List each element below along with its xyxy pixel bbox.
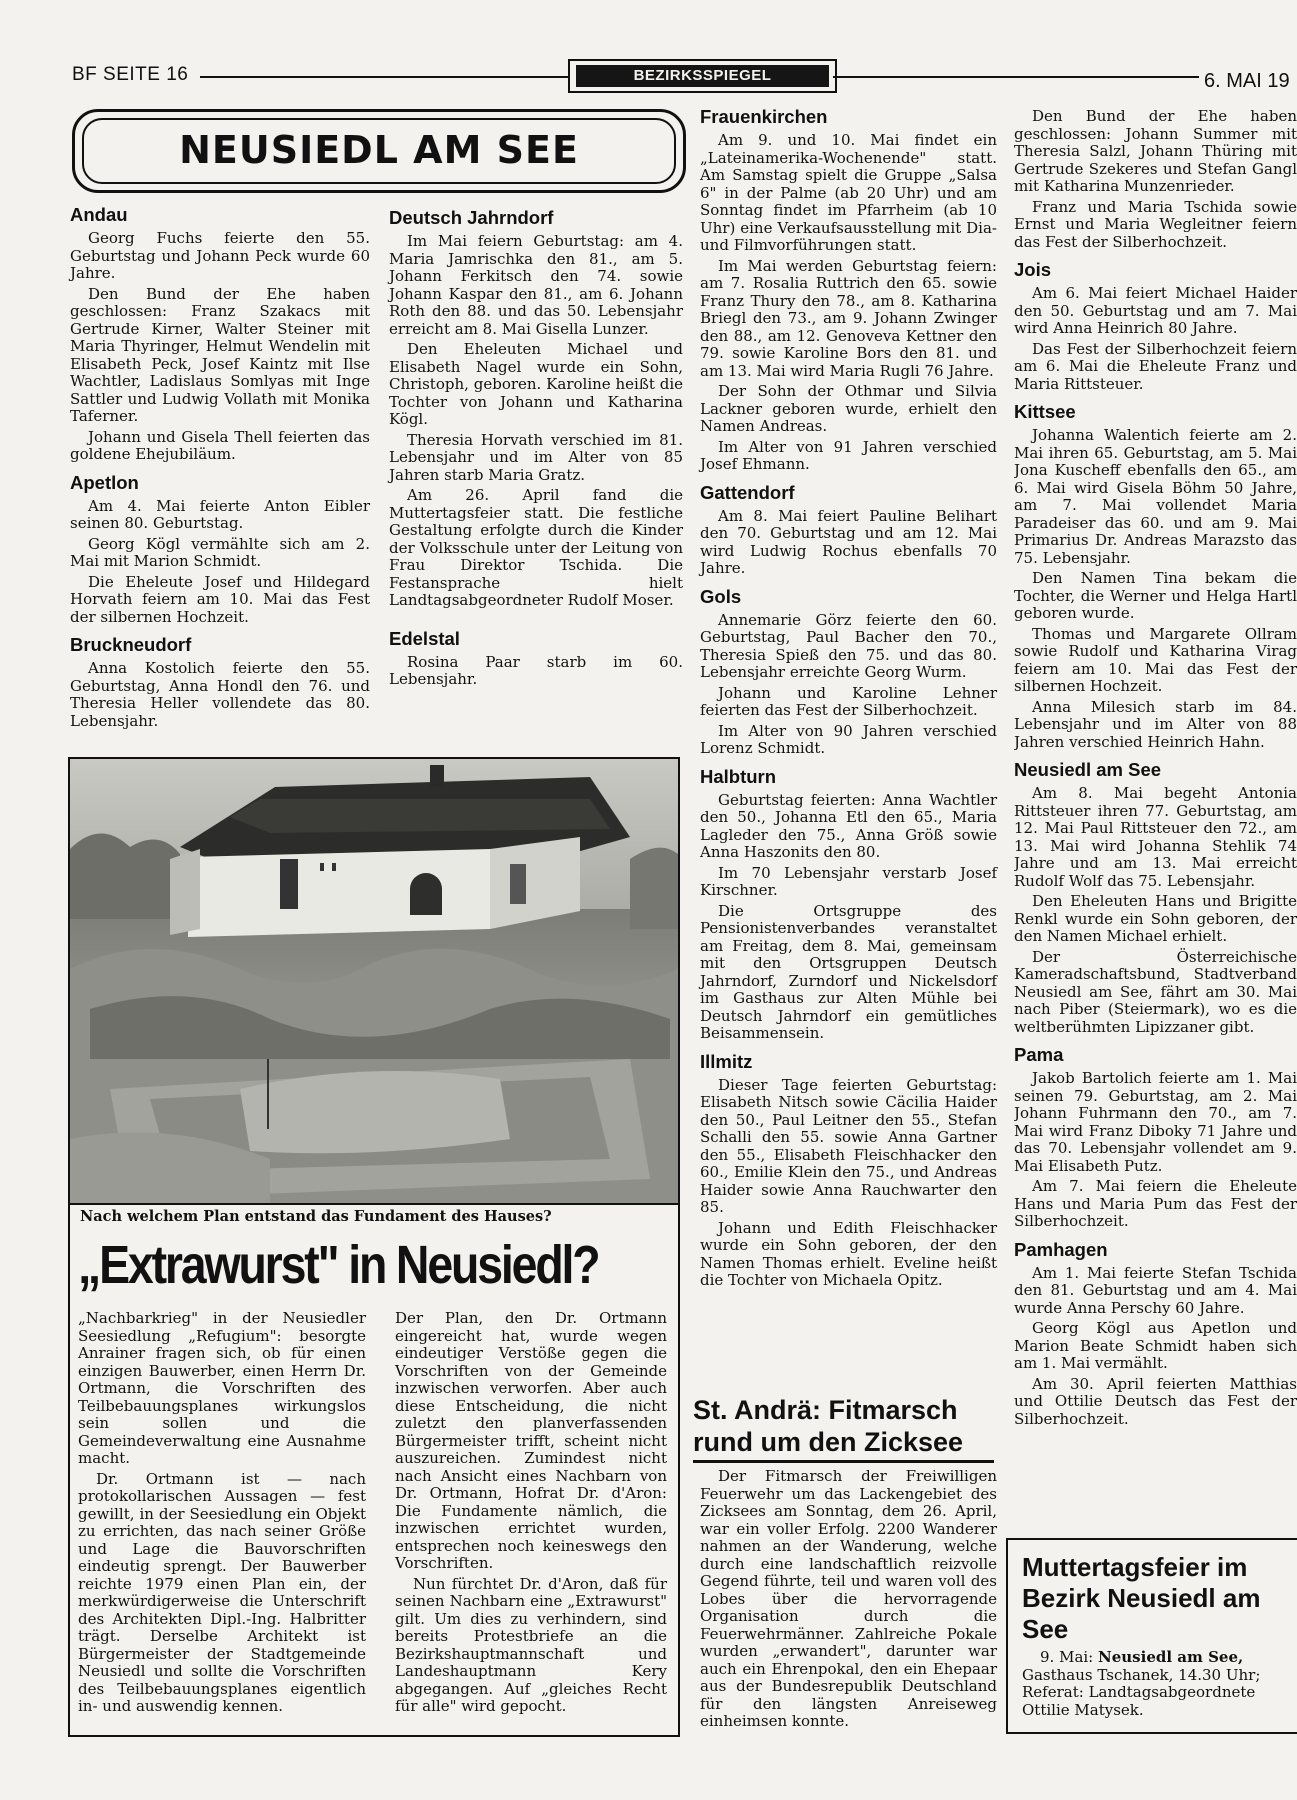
house-foundation-photo [68,757,680,1205]
muttertag-place: Neusiedl am See, [1098,1648,1244,1666]
kittsee-text-2: Den Namen Tina bekam die Tochter, die Werner und Helga Hartl geboren wurde. [1014,569,1297,622]
jois-text-2: Das Fest der Silberhochzeit feiern am 6. Mai die Eheleute Franz und Maria Rittsteuer. [1014,339,1297,393]
muttertag-headline: Muttertagsfeier im Bezirk Neusiedl am See [1022,1552,1261,1644]
article-column-2 [395,1310,667,1719]
fk-text-3: Der Sohn der Othmar und Silvia Lackner geboren wurde, erhielt den Namen Andreas. [700,382,997,435]
heading-pamhagen: Pamhagen [1014,1238,1108,1260]
article-column-1 [78,1310,366,1719]
heading-neusiedl: Neusiedl am See [1014,759,1162,780]
heading-gols: Gols [700,585,742,607]
neusiedl-text-3: Der Österreichische Kameradschaftsbund, Stadtverband Neusiedl am See, fährt am 30. Mai nach Piber (Steiermark), wo es die weltberühmten Lipizzaner gibt. [1014,947,1297,1036]
andau-text-2: Den Bund der Ehe haben geschlossen: Franz Szakacs mit Gertrude Kirner, Walter Steiner mit Maria Thyringer, Helmut Wendelin mit Elisabeth Peck, Josef Kaintz mit Ilse Wachtler, Ladislaus Somlyas mit Inge Sattler und Ludwig Vollath mit Monika Taferner. [70,284,370,425]
heading-illmitz: Illmitz [700,1050,753,1072]
column-4 [1014,108,1297,1528]
column-3 [700,106,997,1293]
fitmarsch-rule [693,1460,994,1463]
column-2 [389,199,683,692]
pamhagen-text-3: Am 30. April feierten Matthias und Ottilie Deutsch das Fest der Silberhochzeit. [1014,1374,1297,1428]
andau-text-3: Johann und Gisela Thell feierten das goldene Ehejubiläum. [70,427,370,463]
illmitz-text-2: Johann und Edith Fleischhacker wurde ein Sohn geboren, der den Namen Thomas erhielt. Eveline heißt die Tochter von Michaela Opitz. [700,1218,997,1289]
neusiedl-text-1: Am 8. Mai begeht Antonia Rittsteuer ihren 77. Geburtstag, am 12. Mai Paul Rittsteuer den 72., am 13. Mai wird Johanna Stehlik 74 Jahre und am 13. Mai erreicht Rudolf Wolf das 75. Lebensjahr. [1014,784,1297,890]
apetlon-text-2: Georg Kögl vermählte sich am 2. Mai mit Marion Schmidt. [70,534,370,570]
dj-text-2: Den Eheleuten Michael und Elisabeth Nagel wurde ein Sohn, Christoph, geboren. Karoline heißt die Tochter von Johann und Katharina Kögl. [389,340,683,428]
c4-top-text-1: Den Bund der Ehe haben geschlossen: Johann Summer mit Theresia Salzl, Johann Thüring mit Gertrude Szekeres und Stefan Gangl mit Katharina Munzenrieder. [1014,108,1297,195]
muttertag-details: Gasthaus Tschanek, 14.30 Uhr; Referat: Landtagsabgeordnete Ottilie Matysek. [1022,1665,1261,1719]
heading-edelstal: Edelstal [389,627,460,649]
gols-text-1: Annemarie Görz feierte den 60. Geburtstag, Paul Bacher den 70., Theresia Spieß den 75. und das 80. Lebensjahr erreichte Georg Wurm. [700,610,997,681]
section-banner [568,59,837,93]
fitmarsch-text: Der Fitmarsch der Freiwilligen Feuerwehr um das Lackengebiet des Zicksees am Sonntag, dem 26. April, war ein voller Erfolg. 2200 Wanderer nahmen an der Wanderung, welche durch eine landschaftlich reizvolle Gegend führte, teil und waren voll des Lobes über die hervorragende Organisation durch die Feuerwehrmänner. Zahlreiche Pokale wurden „erwandert", darunter war auch ein Ehrenpokal, den ein Ehepaar aus der Bundesrepublik Deutschland für den längsten Anreiseweg einheimsen konnte. [700,1467,997,1730]
fk-text-1: Am 9. und 10. Mai findet ein „Lateinamerika-Wochenende" statt. Am Samstag spielt die Gruppe „Salsa 6" in der Palme (ab 20 Uhr) und am Sonntag findet im Pfarrheim (ab 10 Uhr) eine Verkaufsausstellung mit Dia- und Filmvorführungen statt. [700,131,997,254]
kittsee-text-3: Thomas und Margarete Ollram sowie Rudolf und Katharina Virag feiern am 10. Mai das Fest der silbernen Hochzeit. [1014,624,1297,695]
c4-top-text-2: Franz und Maria Tschida sowie Ernst und Maria Wegleitner feiern das Fest der Silberhochzeit. [1014,197,1297,251]
pama-text-1: Jakob Bartolich feierte am 1. Mai seinen 79. Geburtstag, am 2. Mai Johann Fuhrmann den 70., am 7. Mai wird Franz Diboky 71 Jahre und das 70. Lebensjahr vollendet am 9. Mai Elisabeth Putz. [1014,1069,1297,1175]
pamhagen-text-1: Am 1. Mai feierte Stefan Tschida den 81. Geburtstag und am 4. Mai wurde Anna Perschy 60 Jahre. [1014,1263,1297,1317]
header-rule-right [833,76,1199,78]
illmitz-text-1: Dieser Tage feierten Geburtstag: Elisabeth Nitsch sowie Cäcilia Haider den 50., Paul Leitner den 55., Stefan Schalli den 55. sowie Anna Gartner den 55., Elisabeth Fleischhacker den 60., Emilie Klein den 75., und Andreas Haider sowie Anna Rauchwarter den 85. [700,1075,997,1216]
house-photo-illustration [70,759,678,1203]
jois-text-1: Am 6. Mai feiert Michael Haider den 50. Geburtstag und am 7. Mai wird Anna Heinrich 80 Jahre. [1014,284,1297,337]
article-headline: „Extrawurst" in Neusiedl? [78,1235,599,1295]
gols-text-2: Johann und Karoline Lehner feierten das Fest der Silberhochzeit. [700,683,997,719]
heading-frauenkirchen: Frauenkirchen [700,106,828,127]
gattendorf-text-1: Am 8. Mai feiert Pauline Belihart den 70. Geburtstag und am 12. Mai wird Ludwig Rochus ebenfalls 70 Jahre. [700,506,997,577]
article-text-4: Nun fürchtet Dr. d'Aron, daß für seinen Nachbarn eine „Extrawurst" gilt. Um dies zu verhindern, sind bereits Protestbriefe an die Bezirkshauptmannschaft und Landeshauptmann Kery abgegangen. Auf „gleiches Recht für alle" wird gepocht. [395,1574,667,1715]
halbturn-text-1: Geburtstag feierten: Anna Wachtler den 50., Johanna Etl den 65., Maria Lagleder den 75., Anna Größ sowie Anna Haszonits den 80. [700,790,997,861]
heading-apetlon: Apetlon [70,471,139,493]
section-title: BEZIRKSSPIEGEL [576,65,829,87]
muttertag-text [1022,1649,1292,1719]
pamhagen-text-2: Georg Kögl aus Apetlon und Marion Beate Schmidt haben sich am 1. Mai vermählt. [1014,1319,1297,1372]
dj-text-1: Im Mai feiern Geburtstag: am 4. Maria Jamrischka den 81., am 5. Johann Ferkitsch den 74. sowie Johann Kaspar den 81., am 6. Johann Roth den 88. und das 50. Lebensjahr erreicht am 8. Mai Gisella Lunzer. [389,232,683,338]
kittsee-text-1: Johanna Walentich feierte am 2. Mai ihren 65. Geburtstag, am 5. Mai Jona Kuscheff ebenfalls den 65., am 6. Mai wird Gisela Böhm 50 Jahre, am 7. Mai vollendet Maria Paradeiser das 60. und am 9. Mai Primarius Dr. Andreas Marazsto das 75. Lebensjahr. [1014,426,1297,567]
district-title: NEUSIEDL AM SEE [82,118,676,184]
heading-kittsee: Kittsee [1014,401,1076,422]
district-title-box [72,109,686,193]
heading-halbturn: Halbturn [700,765,777,787]
heading-pama: Pama [1014,1044,1064,1065]
edelstal-text-1: Rosina Paar starb im 60. Lebensjahr. [389,652,683,688]
heading-bruckneudorf: Bruckneudorf [70,634,192,655]
muttertag-box [1006,1538,1297,1734]
pama-text-2: Am 7. Mai feiern die Eheleute Hans und Maria Pum das Fest der Silberhochzeit. [1014,1177,1297,1230]
fk-text-2: Im Mai werden Geburtstag feiern: am 7. Rosalia Ruttrich den 65. sowie Franz Thury den 78., am 8. Katharina Briegl den 73., am 9. Johann Zwinger den 88., am 12. Genoveva Kettner den 79. sowie Karoline Bors den 81. und am 13. Mai wird Maria Rugli 76 Jahre. [700,256,997,380]
article-text-2: Dr. Ortmann ist — nach protokollarischen Aussagen — fest gewillt, in der Seesiedlung ein Objekt zu errichten, das nach seiner Größe und Lage die Bauvorschriften eindeutig sprengt. Der Bauwerber reichte 1979 einen Plan ein, der merkwürdigerweise die Unterschrift des Architekten Dipl.-Ing. Halbritter trägt. Derselbe Architekt ist Bürgermeister der Stadtgemeinde Neusiedl und sollte die Vorschriften des Teilbebauungsplanes eigentlich in- und auswendig kennen. [78,1469,366,1715]
dj-text-4: Am 26. April fand die Muttertagsfeier statt. Die festliche Gestaltung erfolgte durch die Kinder der Volksschule unter der Leitung von Frau Direktor Tschida. Die Festansprache hielt Landtagsabgeordneter Rudolf Moser. [389,486,683,609]
apetlon-text-1: Am 4. Mai feierte Anton Eibler seinen 80. Geburtstag. [70,496,370,532]
header-rule-left [200,76,568,78]
apetlon-text-3: Die Eheleute Josef und Hildegard Horvath feiern am 10. Mai das Fest der silbernen Hochzeit. [70,572,370,626]
column-1 [70,196,370,733]
bruckneudorf-text-1: Anna Kostolich feierte den 55. Geburtstag, Anna Hondl den 76. und Theresia Heller vollendete das 80. Lebensjahr. [70,659,370,730]
fitmarsch-headline: St. Andrä: Fitmarsch rund um den Zicksee [693,1395,964,1457]
fk-text-4: Im Alter von 91 Jahren verschied Josef Ehmann. [700,437,997,473]
muttertag-date: 9. Mai: [1040,1648,1094,1666]
photo-caption: Nach welchem Plan entstand das Fundament des Hauses? [80,1208,552,1225]
heading-deutsch-jahrndorf: Deutsch Jahrndorf [389,207,554,228]
halbturn-text-2: Im 70 Lebensjahr verstarb Josef Kirschner. [700,863,997,899]
heading-gattendorf: Gattendorf [700,481,795,503]
article-text-3: Der Plan, den Dr. Ortmann eingereicht hat, wurde wegen eindeutiger Verstöße gegen die Vorschriften von der Gemeinde inzwischen verworfen. Aber auch diese Entscheidung, die nicht zuletzt den planverfassenden Bürgermeister trifft, scheint nicht auszureichen. Zumindest nicht nach Ansicht eines Nachbarn von Dr. Ortmann, Hofrat Dr. d'Aron: Die Fundamente nämlich, die inzwischen errichtet wurden, entsprechen noch keineswegs den Vorschriften. [395,1309,667,1572]
issue-date: 6. MAI 19 [1204,70,1290,92]
page-label: BF SEITE 16 [72,64,189,85]
andau-text-1: Georg Fuchs feierte den 55. Geburtstag und Johann Peck wurde 60 Jahre. [70,229,370,282]
kittsee-text-4: Anna Milesich starb im 84. Lebensjahr und im Alter von 88 Jahren verschied Heinrich Hahn. [1014,697,1297,751]
article-text-1: „Nachbarkrieg" in der Neusiedler Seesiedlung „Refugium": besorgte Anrainer fragen sich, ob für einen einzigen Bauwerber, einen Herrn Dr. Ortmann, die Vorschriften des Teilbebauungsplanes wirkungslos sein sollen und die Gemeindeverwaltung eine Ausnahme macht. [78,1309,366,1467]
heading-andau: Andau [70,204,128,225]
neusiedl-text-2: Den Eheleuten Hans und Brigitte Renkl wurde ein Sohn geboren, der den Namen Michael erhielt. [1014,892,1297,945]
halbturn-text-3: Die Ortsgruppe des Pensionistenverbandes veranstaltet am Freitag, dem 8. Mai, gemeinsam mit den Ortsgruppen Deutsch Jahrndorf, Zurndorf und Nickelsdorf im Gasthaus zur Alten Mühle bei Deutsch Jahrndorf ein gemütliches Beisammensein. [700,901,997,1042]
gols-text-3: Im Alter von 90 Jahren verschied Lorenz Schmidt. [700,721,997,757]
fitmarsch-column [700,1468,997,1734]
heading-jois: Jois [1014,259,1052,280]
dj-text-3: Theresia Horvath verschied im 81. Lebensjahr und im Alter von 85 Jahren starb Maria Gratz. [389,430,683,484]
